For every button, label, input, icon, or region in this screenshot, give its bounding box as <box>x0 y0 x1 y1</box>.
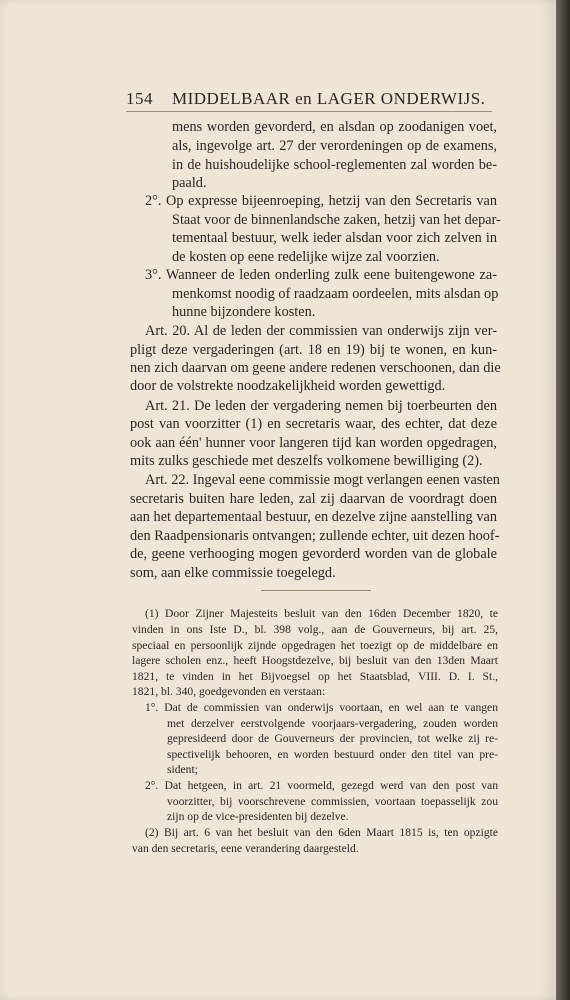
footnote-line: vinden in ons Iste D., bl. 398 volg., aan de Gouverneurs, bij art. 25, <box>132 623 498 636</box>
footnote-line: spectivelijk behooren, en worden bestuurd onder den titel van pre- <box>167 748 498 761</box>
body-line: als, ingevolge art. 27 der verordeningen op de examens, <box>172 138 497 154</box>
body-line: den Raadpensionaris ontvangen; zullende echter, uit dezen hoof- <box>130 528 500 544</box>
body-line: aan het departementaal bestuur, en dezelve zijne aanstelling van <box>130 509 497 525</box>
body-line: mens worden gevorderd, en alsdan op zoodanigen voet, <box>172 119 497 135</box>
body-line: Art. 22. Ingeval eene commissie mogt verlangen eenen vasten <box>145 472 500 488</box>
header-rule <box>126 111 492 112</box>
footnote-line: 1821, te vinden in het Bijvoegsel op het Staatsblad, VIII. D. I. St., <box>132 670 498 683</box>
body-line: tementaal bestuur, welk ieder alsdan voor zich zelven in <box>172 230 497 246</box>
body-line: 3°. Wanneer de leden onderling zulk eene buitengewone za- <box>145 267 497 283</box>
body-line: Staat voor de binnenlandsche zaken, hetzij van het depar- <box>172 212 501 228</box>
footnote-line: voorzitter, bij voorschrevene commissien, voortaan toepasselijk zou <box>167 795 498 808</box>
body-line: paald. <box>172 175 207 191</box>
footnote-line: zijn op de vice-presidenten bij dezelve. <box>167 810 349 823</box>
footnote-line: 1°. Dat de commissien van onderwijs voortaan, en wel aan te vangen <box>145 701 498 714</box>
page-number: 154 <box>126 89 153 108</box>
running-title: MIDDELBAAR en LAGER ONDERWIJS. <box>172 89 486 108</box>
footnote-line: met derzelver eerstvolgende voorjaars-vergadering, zouden worden <box>167 717 498 730</box>
body-line: in de huishoudelijke school-reglementen zal worden be- <box>172 157 497 173</box>
body-line: Art. 21. De leden der vergadering nemen bij toerbeurten den <box>145 398 497 414</box>
footnote-line: lagere scholen enz., heeft Hoogstdezelve, bij besluit van den 13den Maart <box>132 654 498 667</box>
footnote-line: 2°. Dat hetgeen, in art. 21 voormeld, gezegd werd van den post van <box>145 779 498 792</box>
page-edge-shadow <box>556 0 570 1000</box>
body-line: de, geene verhooging mogen gevorderd worden van de globale <box>130 546 497 562</box>
footnote-line: sident; <box>167 763 198 776</box>
body-line: menkomst noodig of raadzaam oordeelen, mits alsdan op <box>172 286 499 302</box>
footnote-separator <box>261 590 371 591</box>
body-line: nen zich daarvan om geene andere redenen verschoonen, dan die <box>130 360 501 376</box>
footnote-line: van den secretaris, eene verandering daargesteld. <box>132 842 359 855</box>
footnote-line: speciaal en persoonlijk zijnde opgedragen het toezigt op de middelbare en <box>132 639 498 652</box>
body-line: pligt deze vergaderingen (art. 18 en 19) bij te wonen, en kun- <box>130 342 497 358</box>
footnote-line: (1) Door Zijner Majesteits besluit van den 16den December 1820, te <box>145 607 498 620</box>
body-line: Art. 20. Al de leden der commissien van onderwijs zijn ver- <box>145 323 497 339</box>
footnote-line: gepresideerd door de Gouverneurs der provincien, tot welke zij re- <box>167 732 498 745</box>
footnote-line: (2) Bij art. 6 van het besluit van den 6den Maart 1815 is, ten opzigte <box>145 826 498 839</box>
body-line: som, aan elke commissie toegelegd. <box>130 565 336 581</box>
body-line: de kosten op eene redelijke wijze zal voorzien. <box>172 249 440 265</box>
body-line: secretaris buiten hare leden, zal zij daarvan de voordragt doen <box>130 491 497 507</box>
body-line: hunne bijzondere kosten. <box>172 304 316 320</box>
body-line: mits zulks geschiede met deszelfs volkomene bewilliging (2). <box>130 453 483 469</box>
body-line: 2°. Op expresse bijeenroeping, hetzij van den Secretaris van <box>145 193 497 209</box>
body-line: ook aan één' hunner voor langeren tijd kan worden opgedragen, <box>130 435 497 451</box>
body-line: door de volstrekte noodzakelijkheid worden gewettigd. <box>130 378 446 394</box>
footnote-line: 1821, bl. 340, goedgevonden en verstaan: <box>132 685 326 698</box>
body-line: post van voorzitter (1) en secretaris waar, des echter, dat deze <box>130 416 497 432</box>
